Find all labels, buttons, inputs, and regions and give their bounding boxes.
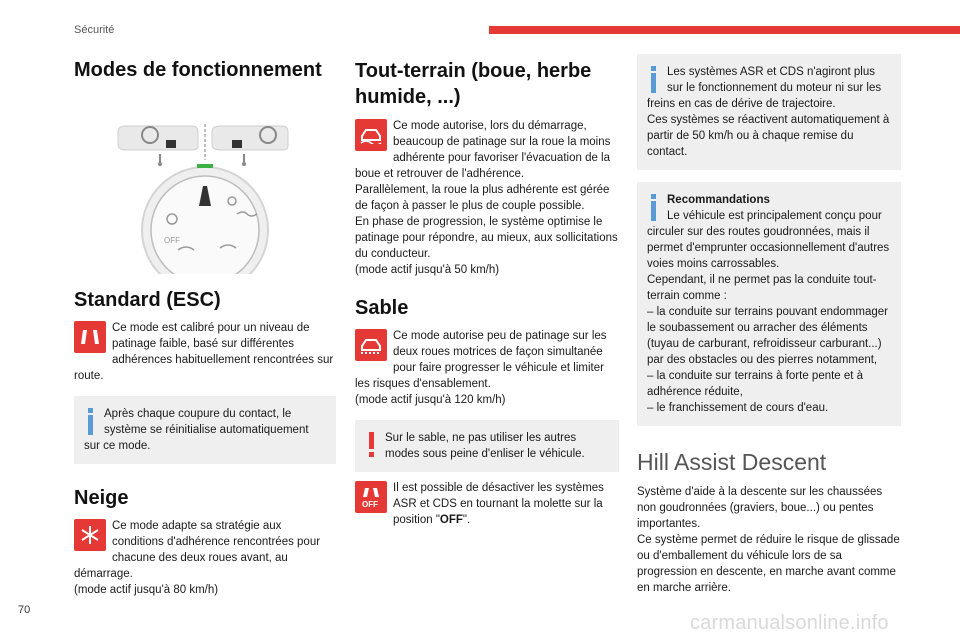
note-asr-cds [637, 54, 901, 170]
note-standard-text: Après chaque coupure du contact, le système se réinitialise automatiquement sur ce mode. [84, 408, 309, 452]
svg-text:OFF: OFF [362, 500, 378, 508]
heading-tout-terrain: Tout-terrain (boue, herbe humide, ...) [355, 60, 592, 108]
heading-sable: Sable [355, 297, 409, 319]
snow-mode-icon [74, 519, 106, 551]
hill-assist-text: Système d'aide à la descente sur les chaussées non goudronnées (graviers, boue...) ou pentes importantes. Ce système permet de réduire le risque de glissade ou d'emballement du véhicule lors de sa progression en descente, en marche avant comme en marche arrière. [637, 486, 900, 594]
column-3 [637, 52, 901, 596]
sable-text: Ce mode autorise peu de patinage sur les deux roues motrices de façon simultanée pour faire progresser le véhicule et limiter les risques d'ensablement. (mode actif jusqu'à 120 km/h) [355, 330, 607, 406]
info-icon [84, 406, 98, 436]
warning-sable-text: Sur le sable, ne pas utiliser les autres modes sous peine d'enliser le véhicule. [385, 432, 585, 460]
note-recommandations [637, 182, 901, 426]
tout-terrain-text: Ce mode autorise, lors du démarrage, beaucoup de patinage sur la roue la moins adhérente pour favoriser l'évacuation de la boue et retrouver de l'adhérence. Parallèlement, la roue la plus adhérente est gérée de façon à passer le plus de couple possible. En phase de progression, le système optimise le patinage pour répondre, au mieux, aux sollicitations du conducteur. (mode actif jusqu'à 50 km/h) [355, 120, 618, 276]
mode-selector-illustration [74, 88, 336, 274]
standard-text: Ce mode est calibré pour un niveau de patinage faible, basé sur différentes adhérences habituellement rencontrées sur route. [74, 322, 334, 382]
heading-neige: Neige [74, 487, 129, 509]
info-icon [647, 192, 661, 222]
grip-control-dial-icon [142, 164, 268, 274]
heading-standard: Standard (ESC) [74, 289, 221, 311]
paragraph-neige [74, 518, 336, 598]
off-text-bold: OFF [439, 514, 463, 526]
steering-wheel-switch-right-icon [212, 126, 288, 166]
paragraph-off [355, 480, 619, 528]
warning-sable [355, 420, 619, 472]
paragraph-tout-terrain [355, 118, 619, 278]
off-text-before: Il est possible de désactiver les systèmes ASR et CDS en tournant la molette sur la position " [393, 482, 604, 526]
note-asr-cds-text: Les systèmes ASR et CDS n'agiront plus sur le fonctionnement du moteur ni sur les freins en cas de dérive de trajectoire. Ces systèmes se réactivent automatiquement à partir de 50 km/h ou à chaque remise du contact. [647, 66, 890, 158]
header-accent-bar [489, 26, 960, 34]
section-label: Sécurité [74, 24, 115, 36]
info-icon [647, 64, 661, 94]
column-1 [74, 52, 336, 598]
standard-esc-icon [74, 321, 106, 353]
mode-selector-figure [74, 88, 336, 274]
warning-icon [365, 430, 379, 460]
neige-text: Ce mode adapte sa stratégie aux conditions d'adhérence rencontrées pour chacune des deux roues avant, au démarrage. (mode actif jusqu'à 80 km/h) [74, 520, 321, 596]
off-text-after: ". [462, 514, 471, 526]
paragraph-sable [355, 328, 619, 408]
off-mode-icon [355, 481, 387, 513]
heading-hill-assist: Hill Assist Descent [637, 449, 827, 475]
dial-off-label: OFF [164, 236, 180, 245]
sand-mode-icon [355, 329, 387, 361]
watermark: carmanualsonline.info [690, 612, 889, 634]
note-standard-reset [74, 396, 336, 464]
mud-mode-icon [355, 119, 387, 151]
page-number: 70 [18, 604, 31, 616]
recommandations-text: Le véhicule est principalement conçu pour circuler sur des routes goudronnées, mais il permet d'emprunter occasionnellement d'autres voies moins carrossables. Cependant, il ne permet pas la conduite tout-terrain comme : – la conduite sur terrains pouvant endommager le soubassement ou arracher des éléments (tuyau de carburant, refroidisseur carburant...) par des obstacles ou des pierres notamment, – la conduite sur terrains à forte pente et à adhérence réduite, – le franchissement de cours d'eau. [647, 210, 890, 414]
recommandations-title: Recommandations [667, 194, 770, 206]
steering-wheel-switch-left-icon [118, 126, 198, 166]
heading-modes: Modes de fonctionnement [74, 59, 322, 81]
column-2 [355, 52, 619, 528]
paragraph-standard [74, 320, 336, 384]
